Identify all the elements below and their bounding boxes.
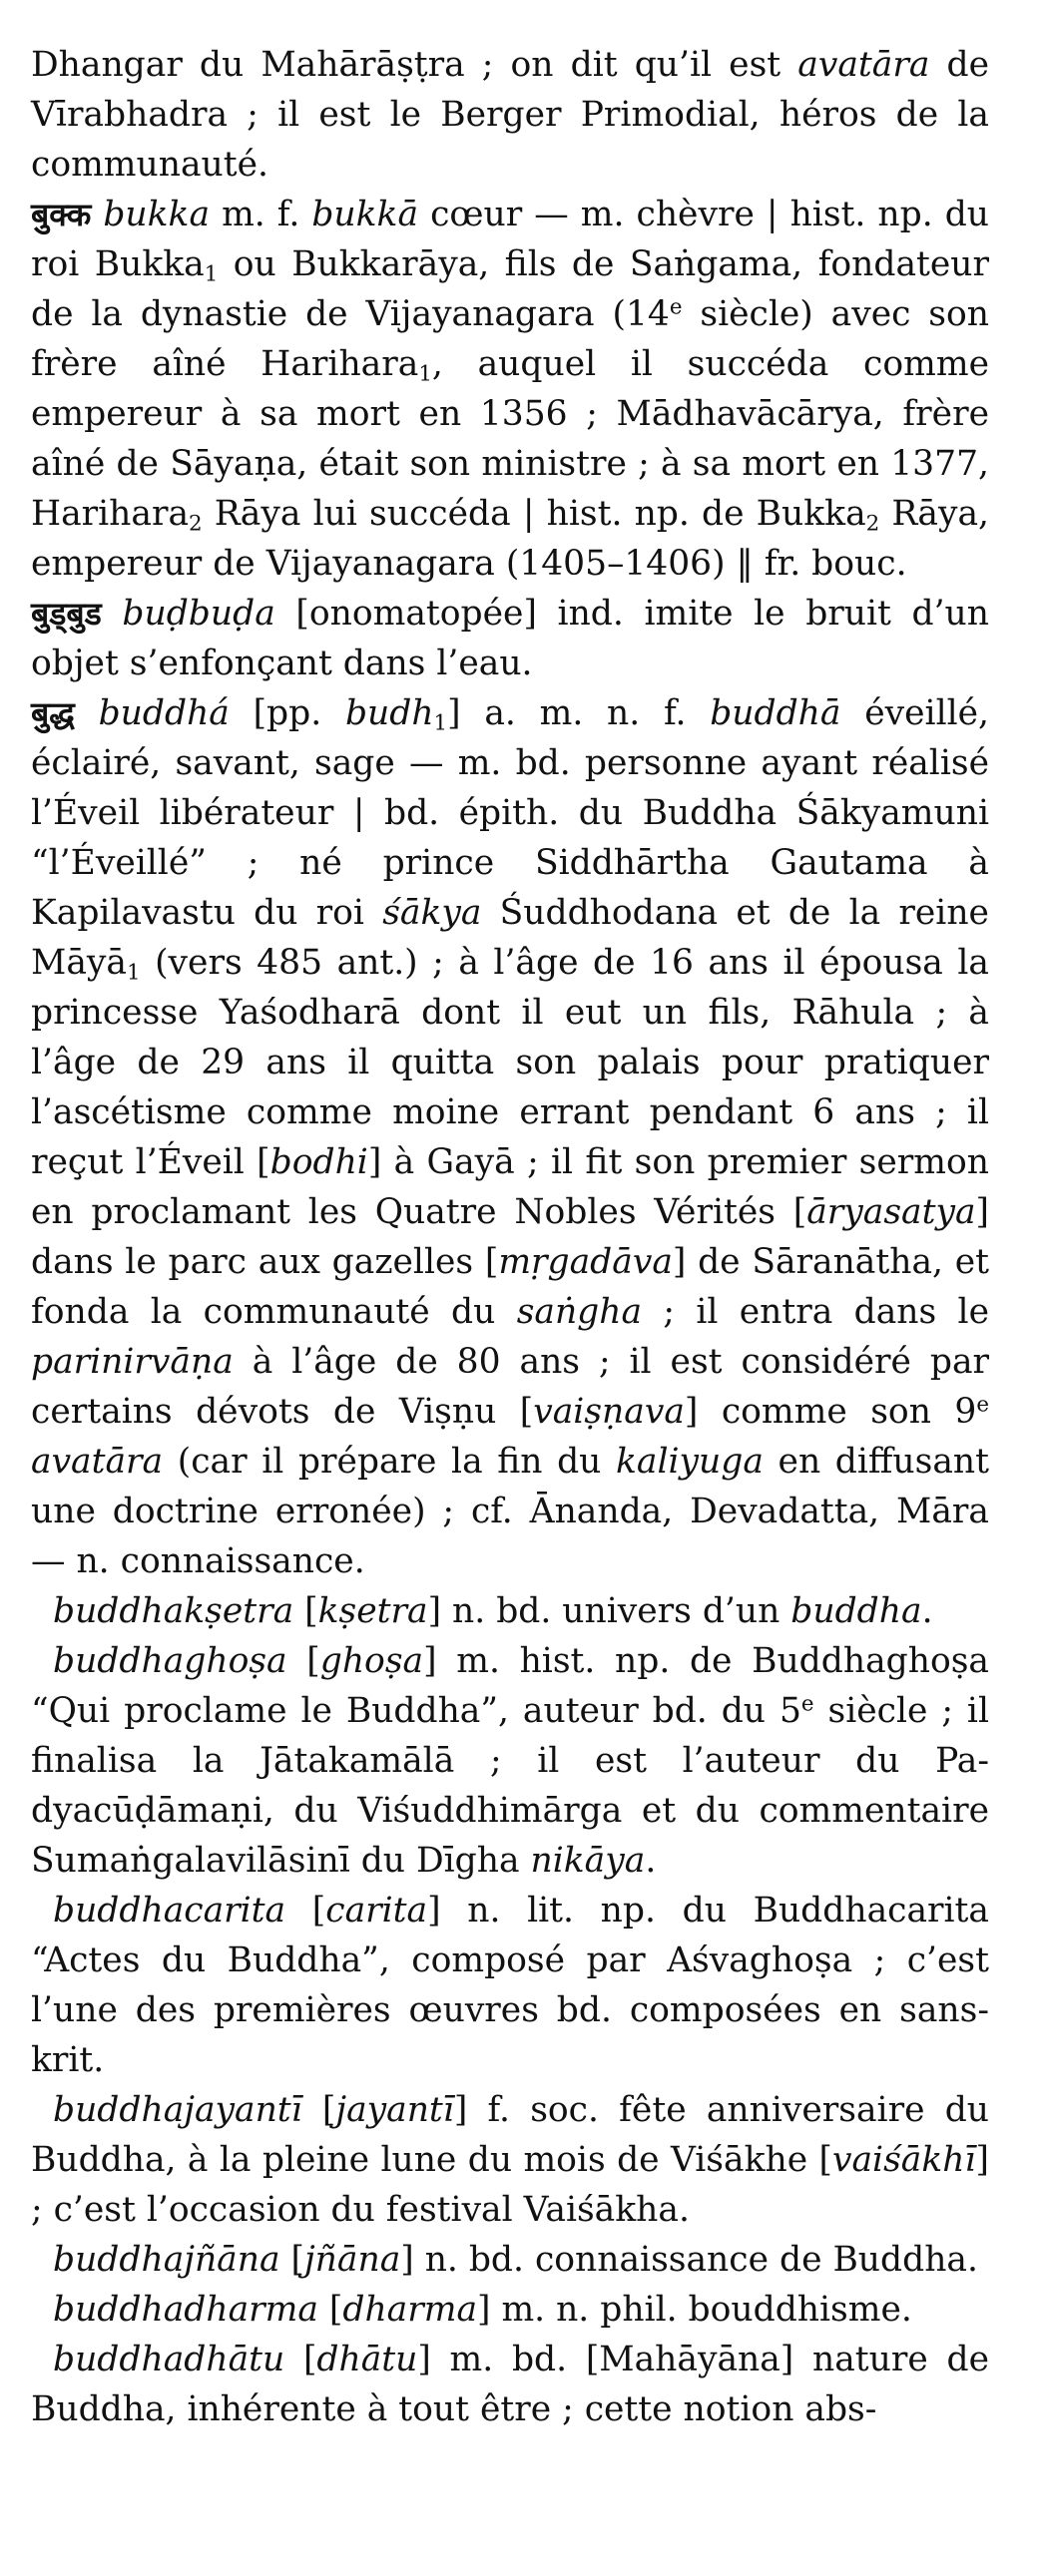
text-run: ] n. bd. univers d’un — [427, 1591, 791, 1631]
text-run: Rāya, empereur de Vijayanagara (1405–1406) ‖ fr. bouc. — [31, 494, 989, 584]
devanagari-headword: बुड्बुड — [31, 595, 102, 633]
superscript: e — [976, 1392, 989, 1418]
text-run: ou Bukkarāya, fils de Saṅgama, fondateur de la dynastie de Vijayanagara (14 — [31, 244, 990, 334]
text-run: [ — [279, 2240, 304, 2280]
text-run: m. f. — [210, 195, 312, 234]
entry-buddhadhatu — [31, 2335, 989, 2434]
text-run: siècle) avec son frère aîné Harihara — [31, 294, 989, 384]
entry-buddhaksetra — [31, 1586, 989, 1636]
entry-dhangar — [31, 40, 989, 190]
superscript: e — [669, 294, 683, 320]
text-run: [pp. — [229, 693, 345, 733]
text-run — [102, 594, 123, 634]
text-run: ] a. m. n. f. — [447, 693, 711, 733]
text-run: ] de Sāranātha, et fonda la communauté du — [31, 1242, 989, 1332]
entry-buddhajnana — [31, 2235, 989, 2285]
text-run: Śuddhodana et de la reine Māyā — [31, 893, 989, 983]
italic-term: buddhakṣetra — [53, 1591, 294, 1631]
subscript: 2 — [865, 511, 880, 537]
italic-term: buddhacarita — [53, 1891, 286, 1931]
subscript: 1 — [418, 361, 432, 387]
entry-bukka — [31, 190, 989, 589]
italic-term: saṅgha — [516, 1292, 643, 1332]
text-run: . — [645, 1841, 657, 1881]
italic-term: dhātu — [316, 2340, 418, 2379]
italic-term: āryasatya — [806, 1192, 976, 1232]
italic-term: śākya — [382, 893, 482, 933]
italic-term: buddha — [790, 1591, 922, 1631]
text-run: cœur — m. chèvre | hist. np. du roi Bukka — [31, 195, 990, 284]
text-run: ] comme son 9 — [684, 1392, 977, 1432]
italic-term: bukkā — [311, 195, 419, 234]
italic-term: dharma — [342, 2290, 478, 2330]
text-run: ] f. soc. fête anniversaire du Buddha, à la pleine lune du mois de Viśākhe [ — [31, 2090, 989, 2180]
entry-budbuda — [31, 589, 989, 688]
italic-term: ghoṣa — [319, 1641, 424, 1681]
italic-term: avatāra — [797, 45, 930, 85]
text-run: [ — [285, 1891, 326, 1931]
italic-term: buḍbuḍa — [122, 594, 275, 634]
italic-term: buddhadhātu — [53, 2340, 285, 2379]
italic-term: buddhadharma — [53, 2290, 318, 2330]
italic-term: kaliyuga — [616, 1442, 764, 1482]
italic-term: mṛgadāva — [498, 1242, 673, 1282]
text-run: ] n. lit. np. du Buddhacarita “Actes du Buddha”, composé par Aśvaghoṣa ; c’est l’une des premières œuvres bd. composées en sanskrit. — [31, 1891, 989, 2080]
italic-term: vaiśākhī — [832, 2140, 976, 2180]
italic-term: buddhā — [710, 693, 841, 733]
text-run: éveillé, éclairé, savant, sage — m. bd. personne ayant réalisé l’Éveil libérateur | bd. épith. du Buddha Śākyamuni “l’Éveillé” ; né prince Siddhārtha Gautama à Kapilavastu du roi — [31, 693, 990, 933]
text-run: ] n. bd. connaissance de Buddha. — [400, 2240, 978, 2280]
text-run: ] ; c’est l’occasion du festival Vaiśākha. — [31, 2140, 989, 2230]
text-run: [onomatopée] ind. imite le bruit d’un objet s’enfonçant dans l’eau. — [31, 594, 989, 683]
text-run: (car il prépare la fin du — [163, 1442, 617, 1482]
italic-term: jayantī — [335, 2090, 454, 2130]
subscript: 1 — [126, 960, 141, 986]
entry-buddhaghosa — [31, 1636, 989, 1886]
text-run: [ — [301, 2090, 336, 2130]
italic-term: buddhajayantī — [53, 2090, 302, 2130]
italic-term: nikāya — [530, 1841, 646, 1881]
text-run: [ — [286, 1641, 320, 1681]
entry-buddhadharma — [31, 2285, 989, 2335]
superscript: e — [800, 1691, 814, 1717]
text-run: Rāya lui succéda | hist. np. de Bukka — [202, 494, 866, 534]
text-run: en diffusant une doctrine erronée) ; cf. Ānanda, Devadatta, Māra — n. connaissance. — [31, 1442, 989, 1581]
text-run: ; il entra dans le — [642, 1292, 989, 1332]
entry-buddhacarita — [31, 1886, 989, 2085]
italic-term: buddhajñāna — [53, 2240, 280, 2280]
devanagari-headword: बुक्क — [31, 196, 92, 233]
text-run: [ — [293, 1591, 318, 1631]
subscript: 1 — [204, 261, 219, 287]
text-run: [ — [284, 2340, 317, 2379]
text-run: siècle ; il finalisa la Jātakamālā ; il est l’auteur du Padyacūḍāmaṇi, du Viśuddhimārga et du commentaire Sumaṅgalavilāsinī du Dīgha — [31, 1691, 989, 1881]
italic-term: vaiṣṇava — [533, 1392, 685, 1432]
italic-term: bukka — [103, 195, 211, 234]
text-run: , auquel il succéda comme empereur à sa mort en 1356 ; Mādhavācārya, frère aîné de Sāyaṇa, était son ministre ; à sa mort en 1377, Harihara — [31, 344, 989, 534]
entry-buddhajayanti — [31, 2085, 989, 2235]
text-run: de Vīrabhadra ; il est le Berger Primodial, héros de la communauté. — [31, 45, 989, 185]
text-run: [ — [317, 2290, 343, 2330]
text-run — [75, 693, 99, 733]
italic-term: jñāna — [303, 2240, 401, 2280]
italic-term: budh — [344, 693, 434, 733]
text-run: . — [921, 1591, 933, 1631]
italic-term: buddhaghoṣa — [53, 1641, 287, 1681]
italic-term: kṣetra — [317, 1591, 428, 1631]
entry-buddha — [31, 688, 989, 1586]
subscript: 1 — [433, 710, 448, 736]
text-run: ] m. bd. [Mahāyāna] nature de Buddha, inhérente à tout être ; cette notion abs- — [31, 2340, 989, 2429]
subscript: 2 — [189, 511, 203, 537]
text-run: (vers 485 ant.) ; à l’âge de 16 ans il épousa la princesse Yaśodharā dont il eut un fils, Rāhula ; à l’âge de 29 ans il quitta son palais pour pratiquer l’ascétisme comme moine errant pendant 6 ans ; il reçut l’Éveil [ — [31, 943, 989, 1182]
italic-term: parinirvāṇa — [31, 1342, 234, 1382]
dictionary-page — [31, 40, 989, 2434]
text-run: ] dans le parc aux gazelles [ — [31, 1192, 989, 1282]
devanagari-headword: बुद्ध — [31, 694, 75, 732]
text-run: ] m. n. phil. bouddhisme. — [477, 2290, 912, 2330]
text-run: ] m. hist. np. de Buddhaghoṣa “Qui proclame le Buddha”, auteur bd. du 5 — [31, 1641, 989, 1731]
italic-term: carita — [325, 1891, 428, 1931]
text-run — [91, 195, 103, 234]
italic-term: buddhá — [98, 693, 230, 733]
text-run: ] à Gayā ; il fit son premier sermon en proclamant les Quatre Nobles Vérités [ — [31, 1142, 989, 1232]
italic-term: bodhi — [269, 1142, 368, 1182]
italic-term: avatāra — [31, 1442, 164, 1482]
text-run: Dhangar du Mahārāṣṭra ; on dit qu’il est — [31, 45, 798, 85]
text-run: à l’âge de 80 ans ; il est considéré par certains dévots de Viṣṇu [ — [31, 1342, 989, 1432]
